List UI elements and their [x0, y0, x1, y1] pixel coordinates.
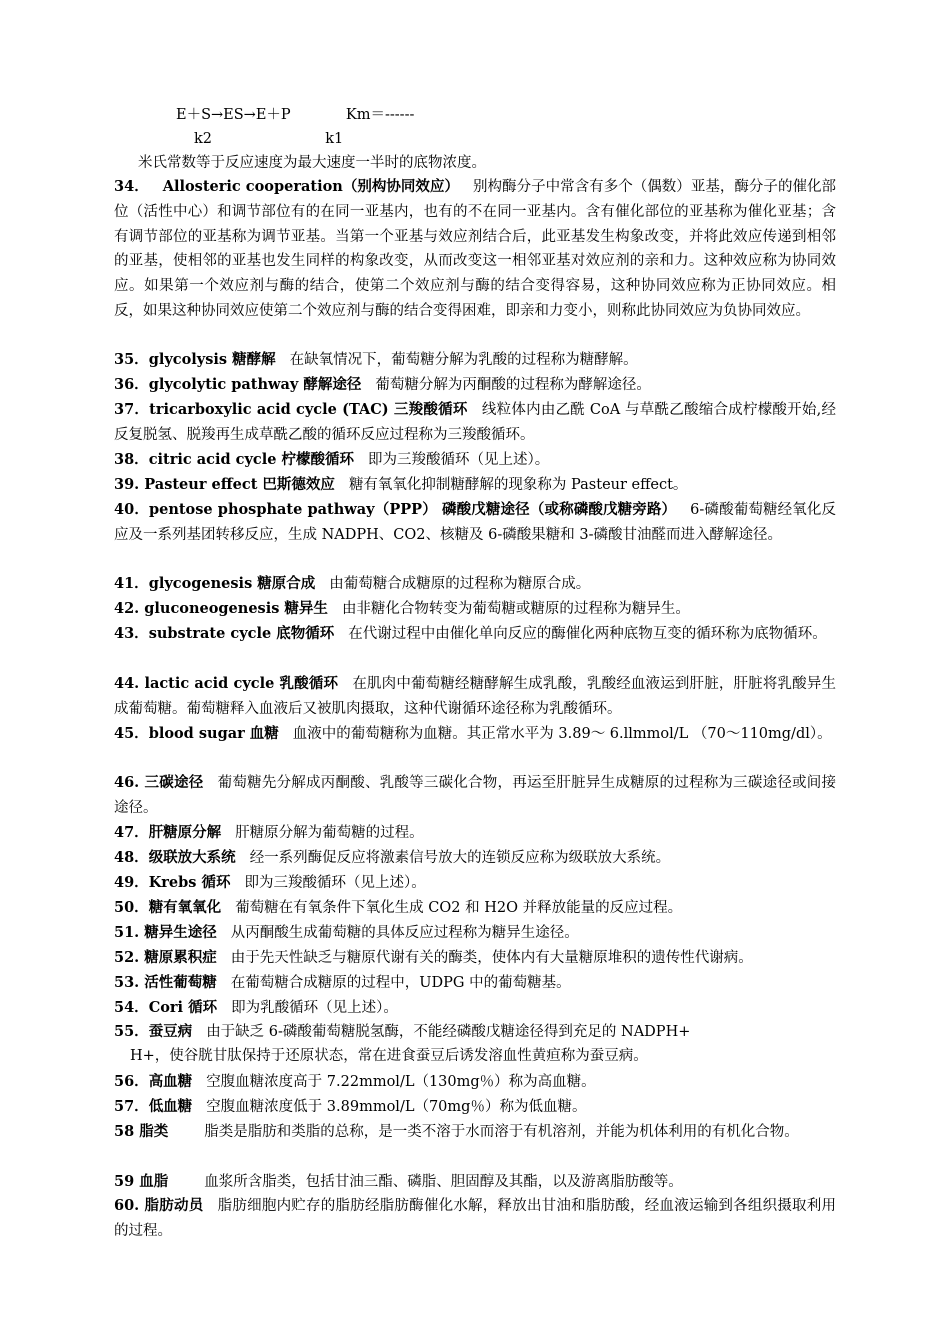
entry-57: 57．低血糖 空腹血糖浓度低于 3.89mmol/L（70mg％）称为低血糖。	[114, 1098, 587, 1115]
km-formula: Km＝------	[345, 107, 415, 123]
entry-60: 60. 脂肪动员 脂肪细胞内贮存的脂肪经脂肪酶催化水解，释放出甘油和脂肪酸，经血液运输到各组织摄取利用的过程。	[114, 1197, 837, 1239]
reaction-equation: E＋S→ES→E＋P	[176, 107, 291, 123]
entry-40: 40．pentose phosphate pathway（PPP） 磷酸戊糖途径（或称磷酸戊糖旁路） 6-磷酸葡萄糖经氧化反应及一系列基团转移反应，生成 NADPH、CO2、核糖及 6-磷酸果糖和 3-磷酸甘油醛而进入酵解途径。	[114, 501, 837, 543]
entry-53: 53. 活性葡萄糖 在葡萄糖合成糖原的过程中，UDPG 中的葡萄糖基。	[114, 974, 571, 991]
k1-label: k1	[325, 131, 344, 147]
k2-label: k2	[194, 131, 213, 147]
entry-36: 36．glycolytic pathway 酵解途径 葡萄糖分解为丙酮酸的过程称为酵解途径。	[114, 376, 651, 393]
entry-52: 52. 糖原累积症 由于先天性缺乏与糖原代谢有关的酶类，使体内有大量糖原堆积的遗传性代谢病。	[114, 949, 753, 966]
entry-43: 43．substrate cycle 底物循环 在代谢过程中由催化单向反应的酶催化两种底物互变的循环称为底物循环。	[114, 625, 827, 642]
entry-42: 42. gluconeogenesis 糖异生 由非糖化合物转变为葡萄糖或糖原的过程称为糖异生。	[114, 600, 690, 617]
entry-59: 59 血脂 血浆所含脂类，包括甘油三酯、磷脂、胆固醇及其酯，以及游离脂肪酸等。	[114, 1173, 683, 1190]
michaelis-equation	[176, 106, 414, 124]
entry-41: 41．glycogenesis 糖原合成 由葡萄糖合成糖原的过程称为糖原合成。	[114, 575, 591, 592]
km-definition: 米氏常数等于反应速度为最大速度一半时的底物浓度。	[138, 155, 486, 171]
entry-35: 35．glycolysis 糖酵解 在缺氧情况下，葡萄糖分解为乳酸的过程称为糖酵解。	[114, 351, 638, 368]
entry-44: 44. lactic acid cycle 乳酸循环 在肌肉中葡萄糖经糖酵解生成乳酸，乳酸经血液运到肝脏，肝脏将乳酸异生成葡萄糖。葡萄糖释入血液后又被肌肉摄取，这种代谢循环途径称为乳酸循环。	[114, 675, 836, 717]
entry-55: 55．蚕豆病 由于缺乏 6-磷酸葡萄糖脱氢酶，不能经磷酸戊糖途径得到充足的 NADPH+	[114, 1023, 691, 1040]
entry-46: 46. 三碳途径 葡萄糖先分解成丙酮酸、乳酸等三碳化合物，再运至肝脏异生成糖原的过程称为三碳途径或间接途径。	[114, 774, 837, 816]
entry-55-continuation: H+，使谷胱甘肽保持于还原状态，常在进食蚕豆后诱发溶血性黄疸称为蚕豆病。	[130, 1048, 648, 1064]
entry-58: 58 脂类 脂类是脂肪和类脂的总称，是一类不溶于水而溶于有机溶剂，并能为机体利用的有机化合物。	[114, 1123, 799, 1140]
entry-54: 54．Cori 循环 即为乳酸循环（见上述）。	[114, 999, 398, 1016]
rate-constants	[194, 130, 343, 148]
entry-51: 51. 糖异生途径 从丙酮酸生成葡萄糖的具体反应过程称为糖异生途径。	[114, 924, 579, 941]
entry-34: 34． Allosteric cooperation（别构协同效应） 别构酶分子中常含有多个（偶数）亚基，酶分子的催化部位（活性中心）和调节部位有的在同一亚基内，也有的不在同一亚基内。含有催化部位的亚基称为催化亚基；含有调节部位的亚基称为调节亚基。当第一个亚基与效应剂结合后，此亚基发生构象改变，并将此效应传递到相邻的亚基，使相邻的亚基也发生同样的构象改变，从而改变这一相邻亚基对效应剂的亲和力。这种效应称为协同效应。如果第一个效应剂与酶的结合，使第二个效应剂与酶的结合变得容易，这种协同效应称为正协同效应。相反，如果这种协同效应使第二个效应剂与酶的结合变得困难，即亲和力变小，则称此协同效应为负协同效应。	[114, 178, 836, 319]
entry-50: 50．糖有氧氧化 葡萄糖在有氧条件下氧化生成 CO2 和 H2O 并释放能量的反应过程。	[114, 899, 683, 916]
entry-49: 49．Krebs 循环 即为三羧酸循环（见上述）。	[114, 874, 426, 891]
entry-38: 38．citric acid cycle 柠檬酸循环 即为三羧酸循环（见上述）。	[114, 451, 550, 468]
entry-39: 39. Pasteur effect 巴斯德效应 糖有氧氧化抑制糖酵解的现象称为 Pasteur effect。	[114, 476, 688, 493]
entry-48: 48．级联放大系统 经一系列酶促反应将激素信号放大的连锁反应称为级联放大系统。	[114, 849, 671, 866]
entry-47: 47．肝糖原分解 肝糖原分解为葡萄糖的过程。	[114, 824, 424, 841]
entry-56: 56．高血糖 空腹血糖浓度高于 7.22mmol/L（130mg％）称为高血糖。	[114, 1073, 596, 1090]
entry-45: 45．blood sugar 血糖 血液中的葡萄糖称为血糖。其正常水平为 3.89～ 6.llmmol/L （70～110mg/dl）。	[114, 725, 832, 742]
entry-37: 37．tricarboxylic acid cycle (TAC) 三羧酸循环 线粒体内由乙酰 CoA 与草酰乙酸缩合成柠檬酸开始,经反复脱氢、脱羧再生成草酰乙酸的循环反应过程称为三羧酸循环。	[114, 401, 836, 443]
